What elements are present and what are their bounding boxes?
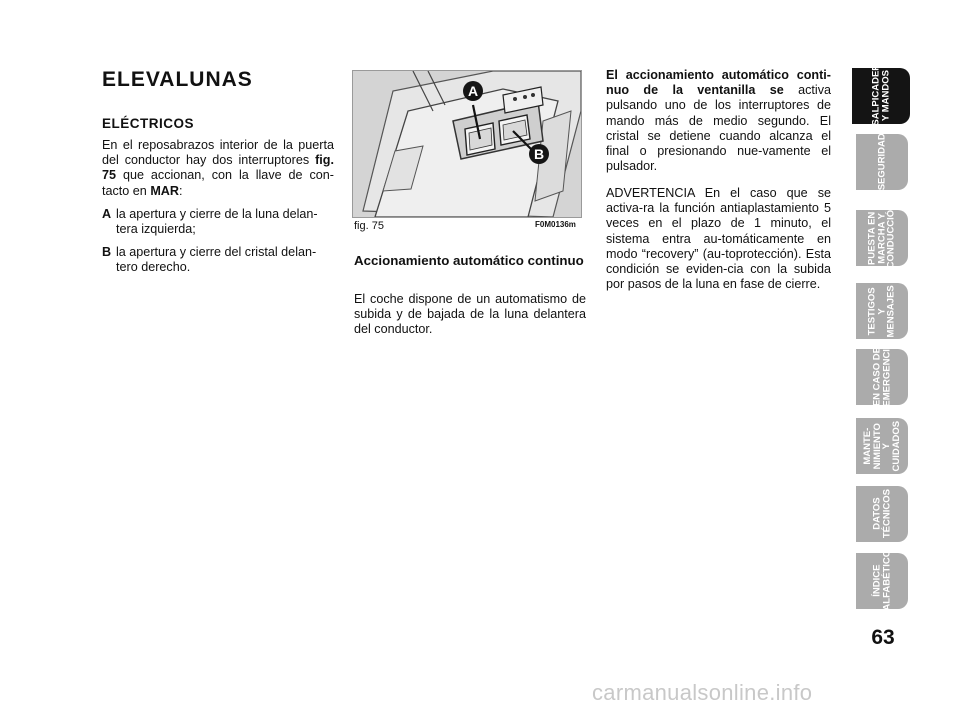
page-title: ELEVALUNAS [102,68,253,91]
list-item-label: A [102,207,112,221]
door-armrest-illustration [353,71,581,217]
watermark-text: carmanualsonline.info [592,680,813,705]
list-item-text: la apertura y cierre de la luna delan-tera izquierda; [116,207,318,237]
list-item [102,207,334,237]
auto-operation-paragraph: El accionamiento automático conti-nuo de la ventanilla se activa pulsando uno de los interruptores de mando más de medio segundo. El cristal se detiene cuando alcanza el final o presionando nue-vamente el pulsador. [606,68,831,174]
tab-puesta-en-marcha[interactable]: PUESTA EN MARCHA Y CONDUCCIÓN [856,210,908,266]
tab-mantenimiento[interactable]: MANTE- NIMIENTO Y CUIDADOS [856,418,908,474]
figure-window-switches [352,70,582,218]
tab-salpicadero[interactable]: SALPICADERO Y MANDOS [852,68,910,124]
section-heading: Accionamiento automático continuo [354,253,584,268]
list-item-label: B [102,245,112,259]
key-position: MAR [150,183,179,198]
tab-indice[interactable]: ÍNDICE ALFABÉTICO [856,553,908,609]
tab-testigos[interactable]: TESTIGOS Y MENSAJES [856,283,908,339]
marker-b-label: B [533,146,545,162]
list-item-text: la apertura y cierre del cristal delan-tero derecho. [116,245,317,275]
tab-emergencia[interactable]: EN CASO DE EMERGENCIA [856,349,908,405]
figure-caption: fig. 75 [354,220,384,232]
section-subtitle: ELÉCTRICOS [102,116,195,131]
section-paragraph: El coche dispone de un automatismo de subida y de bajada de la luna delantera del conductor. [354,292,586,337]
tab-seguridad[interactable]: SEGURIDAD [856,134,908,190]
marker-a-label: A [467,83,479,99]
fig-reference: fig. 75 [102,153,334,183]
figure-code: F0M0136m [535,220,576,229]
list-item [102,245,334,275]
page-number: 63 [871,626,895,649]
tab-datos-tecnicos[interactable]: DATOS TÉCNICOS [856,486,908,542]
intro-paragraph: En el reposabrazos interior de la puerta del conductor hay dos interruptores fig. 75 que accionan, con la llave de con-tacto en MAR: [102,138,334,198]
warning-paragraph: ADVERTENCIA En el caso que se activa-ra la función antiaplastamiento 5 veces en el plazo de 1 minuto, el sistema entra au-tomáticamente en modo “recovery” (au-toprotección). Esta condición se eviden-cia con la subida por pasos de la luna en fase de cierre. [606,186,831,292]
